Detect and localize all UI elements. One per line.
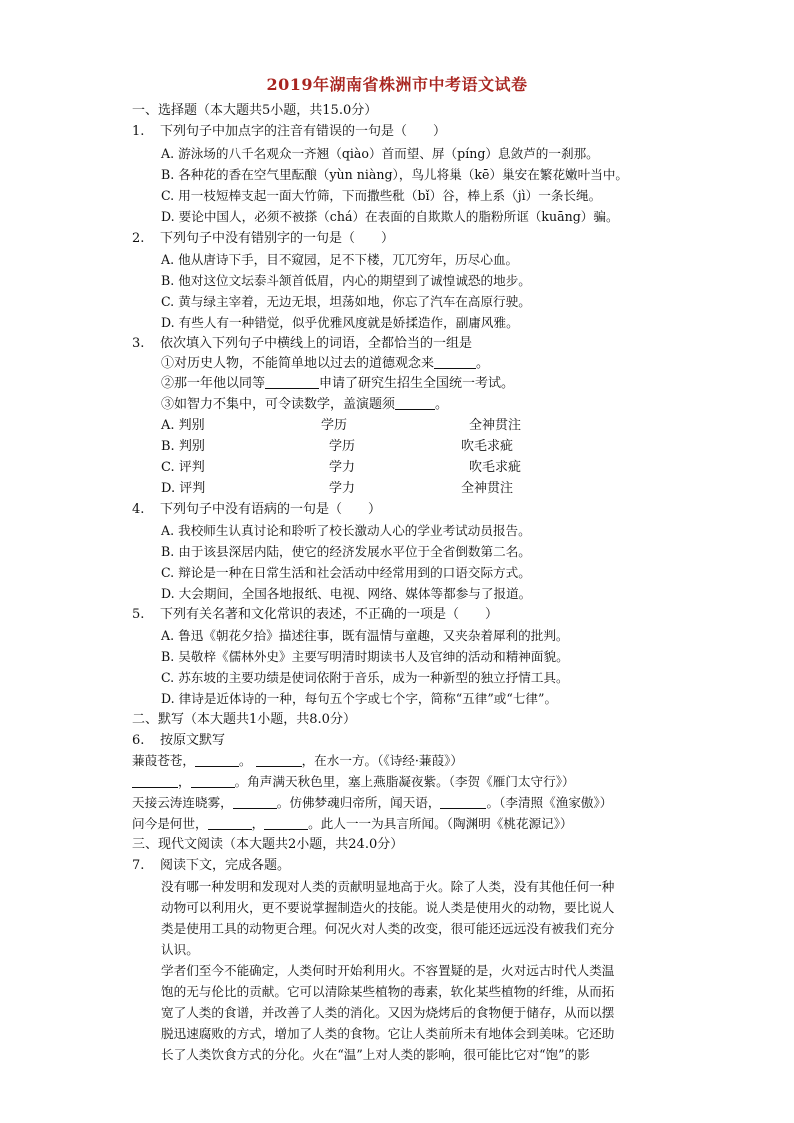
option-1b: B. 各种花的香在空气里酝酿（yùn niàng），鸟儿将巢（kē）巢安在繁花嫩叶当中。 bbox=[161, 167, 629, 182]
passage-line: 认识。 bbox=[161, 942, 199, 957]
answer-row-b bbox=[139, 438, 559, 456]
option-4a: A. 我校师生认真讨论和聆听了校长激动人心的学业考试动员报告。 bbox=[161, 523, 531, 538]
passage-line: 脱迅速腐败的方式，增加了人类的食物。它让人类前所未有地体会到美味。它还助 bbox=[161, 1026, 615, 1041]
fill-sentence-1 bbox=[161, 355, 489, 373]
option-5b: B. 吴敬梓《儒林外史》主要写明清时期读书人及官绅的活动和精神面貌。 bbox=[161, 649, 569, 664]
blank-line bbox=[191, 775, 235, 788]
line-text: ， bbox=[251, 816, 265, 831]
option-5a: A. 鲁迅《朝花夕拾》描述往事，既有温情与童趣，又夹杂着犀利的批判。 bbox=[161, 628, 569, 643]
line-text: 。 bbox=[238, 753, 252, 768]
question-number: 3. bbox=[132, 336, 145, 351]
blank-line bbox=[395, 397, 435, 410]
question-5-stem bbox=[132, 606, 498, 624]
line-text: 。仿佛梦魂归帝所，闻天语， bbox=[276, 795, 441, 810]
answer-row-a bbox=[139, 417, 559, 435]
answer-row-c bbox=[139, 459, 559, 477]
blank-line bbox=[440, 796, 486, 809]
blank-line bbox=[208, 817, 252, 830]
sentence-end: 申请了研究生招生全国统一考试。 bbox=[319, 376, 515, 391]
question-text: 按原文默写 bbox=[160, 733, 226, 748]
question-text: 下列有关名著和文化常识的表述，不正确的一项是（ ） bbox=[160, 607, 499, 622]
line-text: ， bbox=[178, 774, 191, 789]
option-2b: B. 他对这位文坛泰斗颔首低眉，内心的期望到了诚惶诚恐的地步。 bbox=[161, 273, 531, 288]
question-text: 下列句子中没有语病的一句是（ ） bbox=[160, 502, 382, 517]
answer-row-d bbox=[139, 480, 559, 498]
blank-line bbox=[233, 796, 277, 809]
option-5c: C. 苏东坡的主要功绩是使词依附于音乐，成为一种新型的独立抒情工具。 bbox=[161, 670, 569, 685]
passage-line: 饱的无与伦比的贡献。它可以清除某些植物的毒素，软化某些植物的纤维，从而拓 bbox=[161, 984, 615, 999]
answer-cell: A. 判别 bbox=[161, 418, 205, 433]
answer-cell: 学历 bbox=[321, 418, 348, 433]
blank-line bbox=[132, 775, 178, 788]
passage-line: 学者们至今不能确定，人类何时开始利用火。不容置疑的是，火对远古时代人类温 bbox=[161, 963, 615, 978]
blank-line bbox=[264, 817, 308, 830]
answer-cell: B. 判别 bbox=[161, 439, 205, 454]
option-4c: C. 辩论是一种在日常生活和社会活动中经常用到的口语交际方式。 bbox=[161, 565, 531, 580]
question-number: 4. bbox=[132, 502, 145, 517]
question-6-stem bbox=[132, 732, 225, 750]
question-number: 7. bbox=[132, 858, 145, 873]
sentence-text: ②那一年他以同等 bbox=[161, 376, 266, 391]
question-7-stem bbox=[132, 857, 290, 875]
dictation-line-2 bbox=[132, 773, 575, 791]
question-text: 下列句子中加点字的注音有错误的一句是（ ） bbox=[160, 124, 447, 139]
fill-sentence-2 bbox=[161, 375, 514, 393]
answer-cell: 学力 bbox=[329, 481, 356, 496]
section-2-heading: 二、默写（本大题共1小题，共8.0分） bbox=[132, 712, 356, 727]
sentence-text: ③如智力不集中，可令读数学，盖演题须 bbox=[161, 397, 396, 412]
option-1d: D. 要论中国人，必须不被搽（chá）在表面的自欺欺人的脂粉所诓（kuāng）骗。 bbox=[161, 209, 619, 224]
line-text: 问今是何世， bbox=[132, 816, 208, 831]
question-number: 1. bbox=[132, 124, 145, 139]
question-1-stem bbox=[132, 123, 446, 141]
dictation-line-3 bbox=[132, 794, 612, 812]
question-number: 6. bbox=[132, 733, 145, 748]
question-text: 阅读下文，完成各题。 bbox=[160, 858, 291, 873]
fill-sentence-3 bbox=[161, 396, 448, 414]
dictation-line-1 bbox=[132, 752, 463, 770]
option-1a: A. 游泳场的八千名观众一齐翘（qiào）首而望、屏（píng）息敛芦的一刹那。 bbox=[161, 146, 599, 161]
section-1-heading: 一、选择题（本大题共5小题，共15.0分） bbox=[132, 103, 378, 118]
answer-cell: D. 评判 bbox=[161, 481, 206, 496]
option-2c: C. 黄与绿主宰着，无边无垠，坦荡如地，你忘了汽车在高原行驶。 bbox=[161, 294, 531, 309]
answer-cell: 学力 bbox=[329, 460, 356, 475]
answer-cell: 全神贯注 bbox=[461, 481, 514, 496]
passage-line: 没有哪一种发明和发现对人类的贡献明显地高于火。除了人类，没有其他任何一种 bbox=[161, 879, 615, 894]
question-text: 下列句子中没有错别字的一句是（ ） bbox=[160, 231, 395, 246]
option-5d: D. 律诗是近体诗的一种，每句五个字或七个字，简称“五律”或“七律”。 bbox=[161, 691, 558, 706]
blank-line bbox=[256, 754, 302, 767]
blank-line bbox=[434, 356, 476, 369]
blank-line bbox=[265, 376, 319, 389]
passage-line: 长了人类饮食方式的分化。火在“温”上对人类的影响，很可能比它对“饱”的影 bbox=[161, 1047, 590, 1062]
section-3-heading: 三、现代文阅读（本大题共2小题，共24.0分） bbox=[132, 837, 404, 852]
answer-cell: 吹毛求疵 bbox=[461, 439, 514, 454]
option-1c: C. 用一枝短棒支起一面大竹筛，下而撒些秕（bǐ）谷，棒上系（jì）一条长绳。 bbox=[161, 188, 602, 203]
exam-title: 2019年湖南省株洲市中考语文试卷 bbox=[266, 75, 528, 94]
option-4b: B. 由于该县深居内陆，使它的经济发展水平位于全省倒数第二名。 bbox=[161, 544, 531, 559]
line-text: 。角声满天秋色里，塞上燕脂凝夜紫。（李贺《雁门太守行》） bbox=[234, 774, 575, 789]
blank-line bbox=[195, 754, 239, 767]
line-text: 。（李清照《渔家傲》） bbox=[486, 795, 613, 810]
sentence-end: 。 bbox=[476, 356, 490, 371]
answer-cell: C. 评判 bbox=[161, 460, 205, 475]
passage-line: 类是使用工具的动物更合理。何况火对人类的改变，很可能还远远没有被我们充分 bbox=[161, 921, 615, 936]
sentence-text: ①对历史人物，不能简单地以过去的道德观念来 bbox=[161, 356, 435, 371]
answer-cell: 吹毛求疵 bbox=[469, 460, 522, 475]
passage-line: 动物可以利用火，更不要说掌握制造火的技能。说人类是使用火的动物，要比说人 bbox=[161, 900, 615, 915]
answer-cell: 全神贯注 bbox=[469, 418, 522, 433]
option-2a: A. 他从唐诗下手，目不窥园，足不下楼，兀兀穷年，历尽心血。 bbox=[161, 252, 519, 267]
question-2-stem bbox=[132, 230, 394, 248]
answer-cell: 学历 bbox=[329, 439, 356, 454]
line-text: 。此人一一为具言所闻。（陶渊明《桃花源记》） bbox=[308, 816, 573, 831]
line-text: 蒹葭苍苍， bbox=[132, 753, 195, 768]
option-4d: D. 大会期间，全国各地报纸、电视、网络、媒体等都参与了报道。 bbox=[161, 586, 532, 601]
question-3-stem bbox=[132, 335, 472, 353]
question-text: 依次填入下列句子中横线上的词语，全都恰当的一组是 bbox=[160, 336, 473, 351]
option-2d: D. 有些人有一种错觉，似乎优雅风度就是娇揉造作，副庸风雅。 bbox=[161, 315, 519, 330]
passage-line: 宽了人类的食谱，并改善了人类的消化。又因为烧烤后的食物便于储存，从而以摆 bbox=[161, 1005, 615, 1020]
dictation-line-4 bbox=[132, 815, 573, 833]
sentence-end: 。 bbox=[435, 397, 449, 412]
line-text: 天接云涛连晓雾， bbox=[132, 795, 233, 810]
question-4-stem bbox=[132, 501, 381, 519]
question-number: 5. bbox=[132, 607, 145, 622]
line-text: ，在水一方。（《诗经·蒹葭》） bbox=[301, 753, 463, 768]
question-number: 2. bbox=[132, 231, 145, 246]
